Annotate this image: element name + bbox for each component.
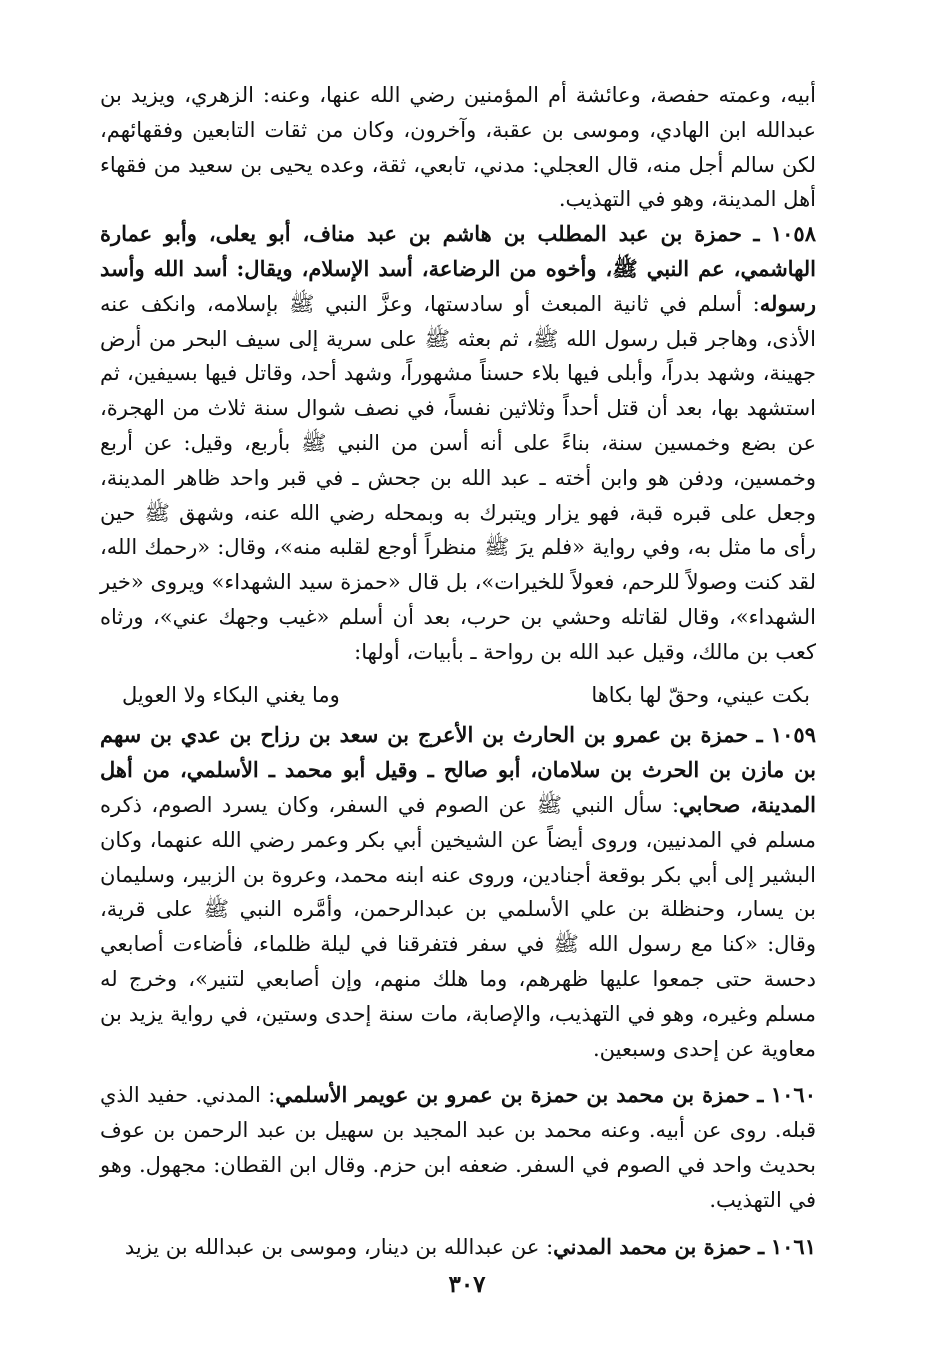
entry-name: حمزة بن عبد المطلب بن هاشم بن عبد مناف، أبو يعلى، وأبو عمارة الهاشمي، عم النبي ﷺ، وأخوه من الرضاعة، أسد الإسلام، ويقال: أسد الله وأسد رسوله bbox=[100, 221, 816, 316]
text-block bbox=[100, 78, 816, 1264]
entry-body: : سأل النبي ﷺ عن الصوم في السفر، وكان يسرد الصوم، ذكره مسلم في المدنيين، وروى أيضاً عن الشيخين أبي بكر وعمر رضي الله عنهما، وكان البشير إلى أبي بكر بوقعة أجنادين، وروى عنه ابنه محمد، وعروة بن الزبير، وسليمان بن يسار، وحنظلة بن علي الأسلمي بن عبدالرحمن، وأمَّره النبي ﷺ على قرية، وقال: «كنا مع رسول الله ﷺ في سفر فتفرقنا في ليلة ظلماء، فأضاءت أصابعي دحسة حتى جمعوا عليها ظهرهم، وما هلك منهم، وإن أصابعي لتنير»، وخرج له مسلم وغيره، وهو في التهذيب، والإصابة، مات سنة إحدى وستين، في رواية يزيد بن معاوية عن إحدى وسبعين. bbox=[100, 792, 816, 1061]
entry-body: : أسلم في ثانية المبعث أو سادستها، وعزَّ النبي ﷺ بإسلامه، وانكف عنه الأذى، وهاجر قبل رسول الله ﷺ، ثم بعثه ﷺ على سرية إلى سيف البحر من أرض جهينة، وشهد بدراً، وأبلى فيها بلاء حسناً مشهوراً، وشهد أحد، وقاتل فيها بسيفين، ثم استشهد بها، بعد أن قتل أحداً وثلاثين نفساً، في نصف شوال سنة ثلاث من الهجرة، عن بضع وخمسين سنة، بناءً على أنه أسن من النبي ﷺ بأربع، وقيل: عن أربع وخمسين، ودفن هو وابن أخته ـ عبد الله بن جحش ـ في قبر واحد ظاهر المدينة، وجعل على قبره قبة، فهو يزار ويتبرك به وبمحله رضي الله عنه، وشهق ﷺ حين رأى ما مثل به، وفي رواية «فلم يرَ ﷺ منظراً أوجع لقلبه منه»، وقال: «رحمك الله، لقد كنت وصولاً للرحم، فعولاً للخيرات»، بل قال «حمزة سيد الشهداء» ويروى «خير الشهداء»، وقال لقاتله وحشي بن حرب، بعد أن أسلم «غيب وجهك عني»، ورثاه كعب بن مالك، وقيل عبد الله بن رواحة ـ بأبيات، أولها: bbox=[100, 291, 816, 664]
entry-number: ١٠٦١ bbox=[770, 1233, 816, 1259]
entry-name: حمزة بن محمد بن حمزة بن عمرو بن عويمر الأسلمي bbox=[275, 1082, 750, 1108]
entry-1061 bbox=[100, 1230, 816, 1265]
entry-name: حمزة بن محمد المدني bbox=[553, 1233, 752, 1259]
entry-separator: ـ bbox=[758, 1233, 765, 1259]
entry-separator: ـ bbox=[757, 1082, 764, 1108]
entry-number: ١٠٥٨ bbox=[770, 221, 816, 247]
poem-verse bbox=[100, 678, 816, 713]
entry-1060 bbox=[100, 1078, 816, 1217]
entry-1058 bbox=[100, 217, 816, 669]
intro-text: أبيه، وعمته حفصة، وعائشة أم المؤمنين رضي الله عنها، وعنه: الزهري، ويزيد بن عبدالله ابن الهادي، وموسى بن عقبة، وآخرون، وكان من ثقات التابعين وفقهائهم، لكن سالم أجل منه، قال العجلي: مدني، تابعي، ثقة، وعده يحيى بن سعيد من فقهاء أهل المدينة، وهو في التهذيب. bbox=[100, 83, 816, 212]
page-number: ٣٠٧ bbox=[448, 1271, 486, 1298]
verse-second-hemistich: وما يغني البكاء ولا العويل bbox=[122, 682, 340, 707]
entry-body: : عن عبدالله بن دينار، وموسى بن عبدالله بن يزيد bbox=[124, 1234, 554, 1259]
entry-name: حمزة بن عمرو بن الحارث بن الأعرج بن سعد بن رزاح بن عدي بن سهم بن مازن بن الحرث بن سلامان، أبو صالح ـ وقيل أبو محمد ـ الأسلمي، من أهل المدينة، صحابي bbox=[100, 722, 817, 817]
intro-paragraph bbox=[100, 78, 816, 217]
entry-separator: ـ bbox=[756, 722, 763, 748]
verse-first-hemistich: بكت عيني، وحقّ لها بكاها bbox=[591, 682, 810, 707]
entry-number: ١٠٥٩ bbox=[770, 722, 816, 748]
entry-number: ١٠٦٠ bbox=[770, 1082, 816, 1108]
entry-1059 bbox=[100, 718, 816, 1066]
entry-body: : المدني. حفيد الذي قبله. روى عن أبيه. وعنه محمد بن عبد المجيد بن سهيل بن عبد الرحمن بن عوف بحديث واحد في الصوم في السفر. ضعفه ابن حزم. وقال ابن القطان: مجهول. وهو في التهذيب. bbox=[100, 1083, 816, 1212]
entry-separator: ـ bbox=[753, 221, 760, 247]
